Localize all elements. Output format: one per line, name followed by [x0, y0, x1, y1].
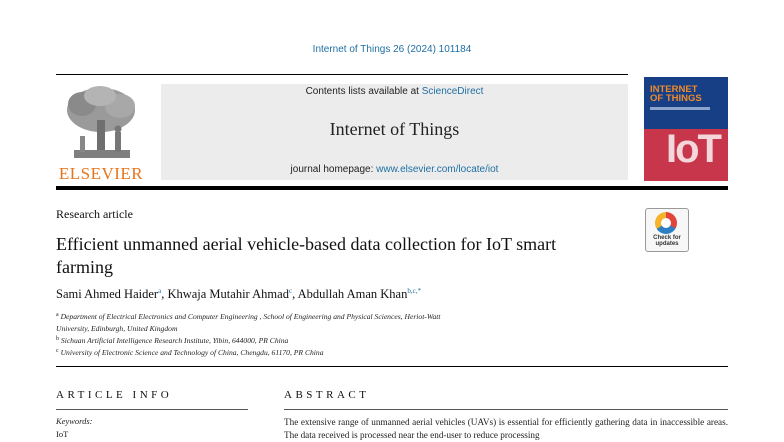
contents-prefix: Contents lists available at: [305, 86, 422, 97]
homepage-prefix: journal homepage:: [290, 164, 377, 175]
cover-title-line2: OF THINGS: [650, 93, 702, 104]
article-type: Research article: [56, 207, 133, 221]
sciencedirect-link[interactable]: ScienceDirect: [421, 86, 484, 97]
cover-title: [650, 85, 702, 103]
affiliation: [56, 336, 288, 345]
contents-line: [161, 86, 628, 97]
author-affil-mark[interactable]: b,c,*: [407, 287, 421, 295]
affiliation-text: Department of Electrical Electronics and Computer Engineering , School of Engineering and Physical Sciences, Heriot-Watt: [60, 312, 441, 321]
abstract-rule: [284, 409, 728, 410]
affiliation: [56, 348, 324, 357]
affiliation: [56, 324, 177, 333]
badge-line1: Check for: [653, 235, 681, 241]
journal-cover[interactable]: [644, 77, 728, 181]
journal-banner: [161, 84, 628, 180]
badge-label: [646, 235, 688, 247]
author-separator: ,: [161, 287, 168, 301]
abstract-text: The extensive range of unmanned aerial vehicles (UAVs) is essential for efficiently gathering data in inaccessible areas. The data received is processed near the end-user to reduce processing: [284, 417, 728, 440]
article-title: Efficient unmanned aerial vehicle-based data collection for IoT smart farming: [56, 234, 557, 277]
author-list: [56, 287, 421, 302]
elsevier-tree-icon: [60, 84, 142, 162]
journal-citation[interactable]: Internet of Things 26 (2024) 101184: [312, 44, 472, 55]
journal-homepage-link[interactable]: www.elsevier.com/locate/iot: [376, 164, 499, 175]
check-for-updates-badge[interactable]: [645, 208, 689, 252]
cover-subtitle-bar: [650, 107, 710, 110]
section-rule: [56, 366, 728, 367]
author-affil-mark[interactable]: a: [158, 287, 162, 295]
affiliation-text: Sichuan Artificial Intelligence Research Institute, Yibin, 644000, PR China: [60, 336, 289, 345]
article-info-rule: [56, 409, 248, 410]
author-name[interactable]: Abdullah Aman Khan: [297, 287, 408, 301]
abstract-heading: ABSTRACT: [284, 389, 370, 401]
affiliation-mark: c: [56, 348, 59, 354]
keywords-label: Keywords:: [56, 416, 93, 426]
keyword-item: IoT: [56, 429, 69, 439]
badge-line2: updates: [655, 241, 679, 247]
article-info-heading: ARTICLE INFO: [56, 389, 173, 401]
affiliation-text: University, Edinburgh, United Kingdom: [56, 324, 178, 333]
homepage-line: [161, 164, 628, 175]
author-name[interactable]: Khwaja Mutahir Ahmad: [167, 287, 289, 301]
journal-title: Internet of Things: [329, 119, 460, 139]
elsevier-logo[interactable]: [56, 82, 146, 183]
affiliation-mark: b: [56, 336, 59, 342]
header-rule: [56, 74, 628, 75]
affiliation: [56, 312, 440, 321]
author-name[interactable]: Sami Ahmed Haider: [56, 287, 159, 301]
cover-title-line1: INTERNET: [650, 84, 698, 95]
affiliation-mark: a: [56, 312, 59, 318]
author-affil-mark[interactable]: c: [288, 287, 293, 295]
check-updates-icon-center: [661, 218, 671, 228]
masthead-rule: [56, 186, 728, 190]
publisher-wordmark: ELSEVIER: [58, 164, 144, 183]
affiliation-text: University of Electronic Science and Technology of China, Chengdu, 61170, PR China: [60, 348, 324, 357]
cover-iot-logo: IoT: [666, 127, 720, 171]
author-separator: ,: [292, 287, 298, 301]
